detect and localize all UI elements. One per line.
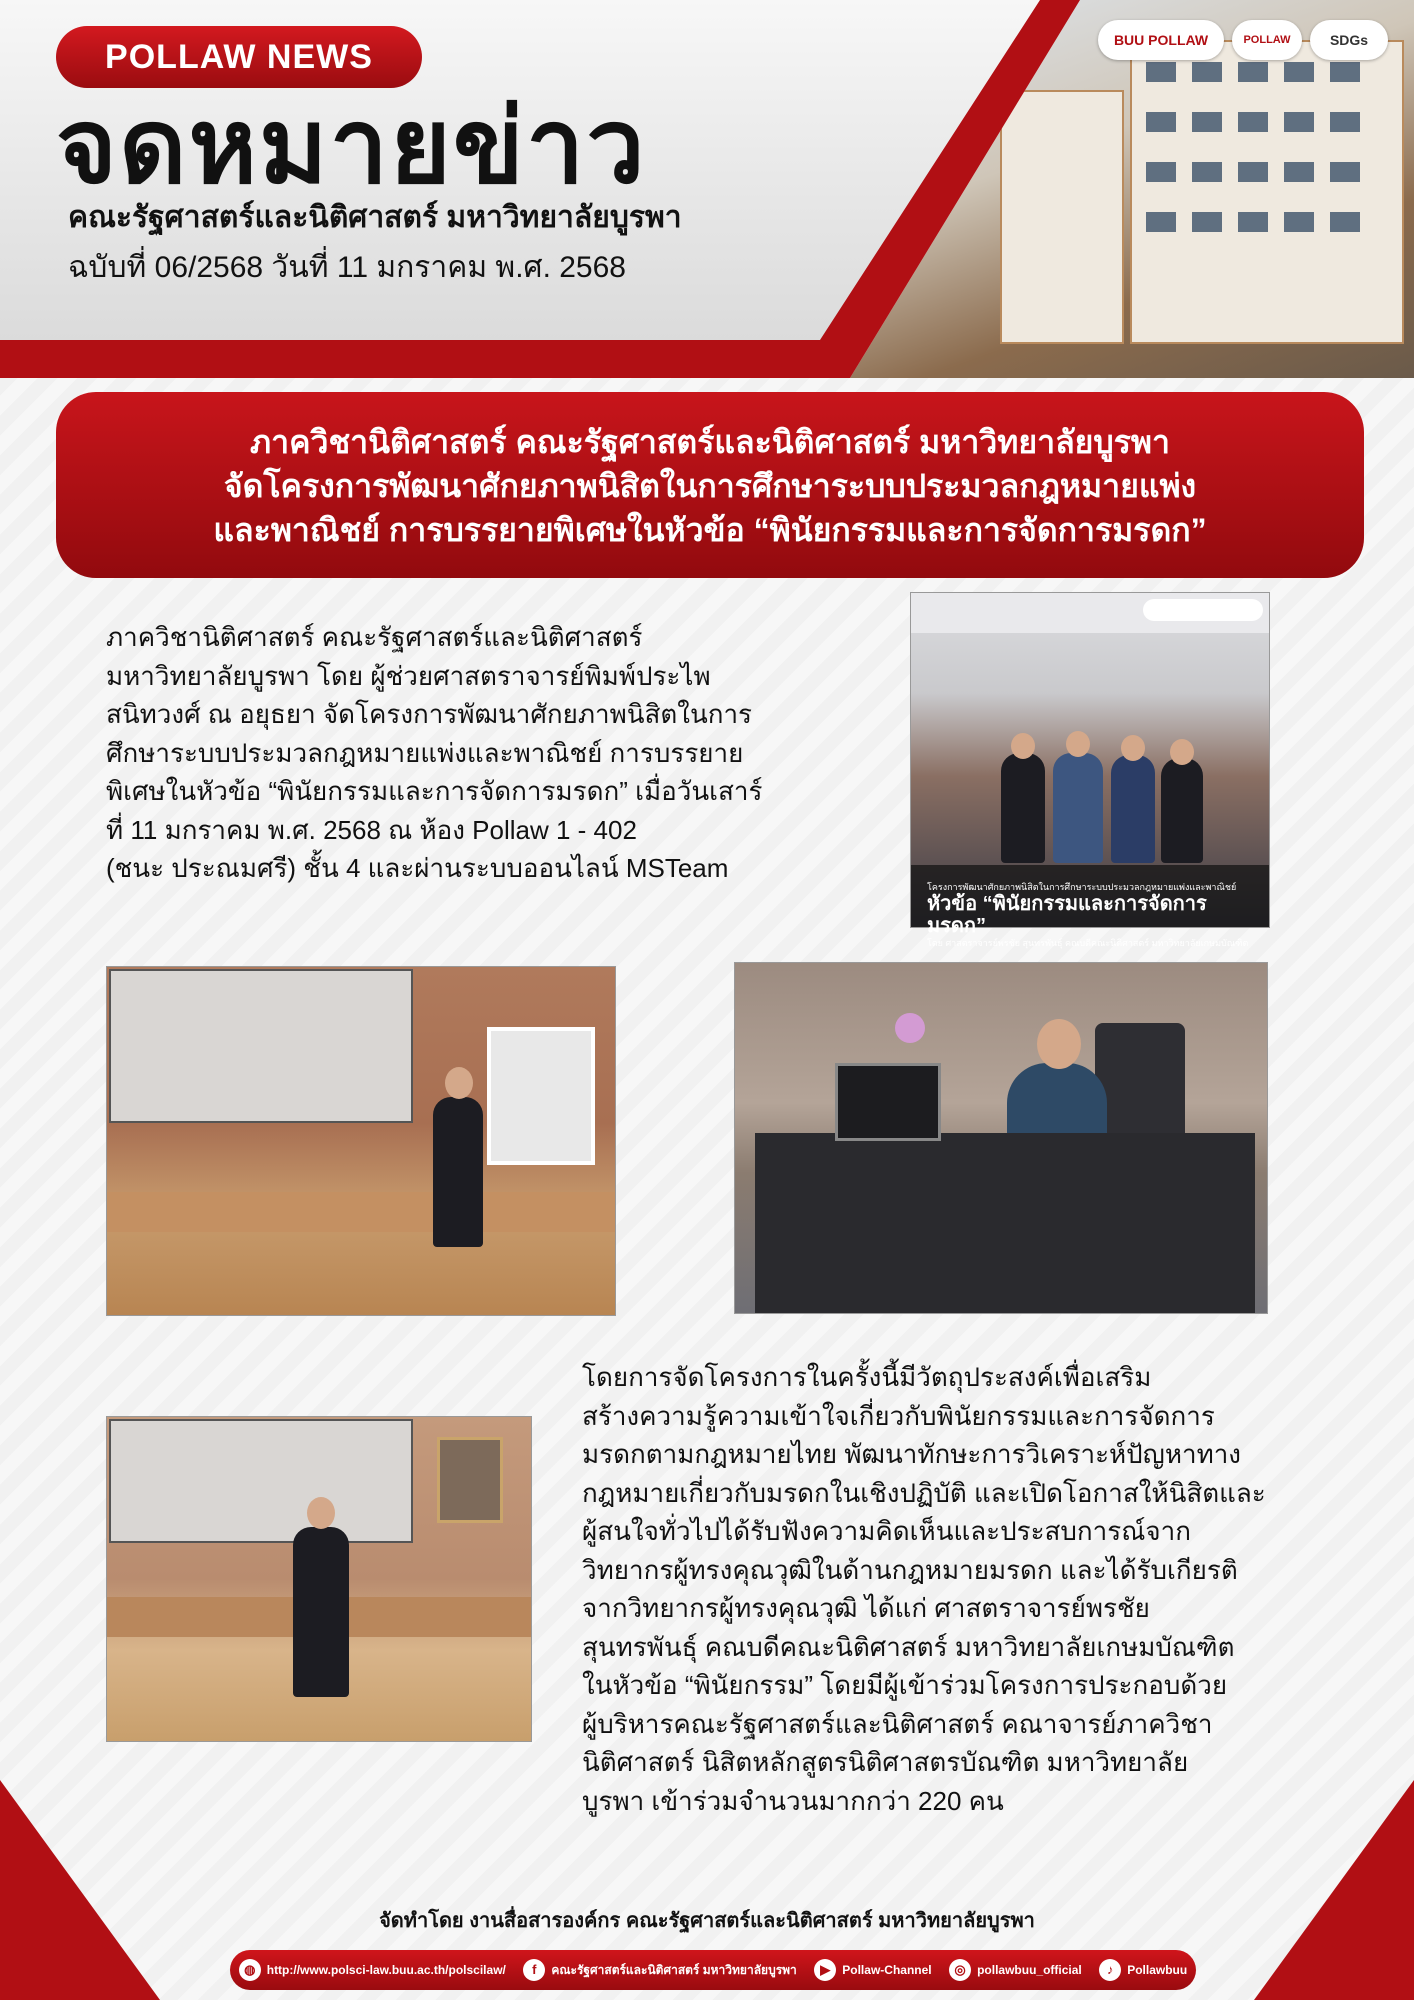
paragraph-line: มรดกตามกฎหมายไทย พัฒนาทักษะการวิเคราะห์ปัญหาทาง [582, 1439, 1242, 1469]
header-banner [0, 0, 1414, 378]
lecturer-seated-photo [734, 962, 1268, 1314]
faculty-name: คณะรัฐศาสตร์และนิติศาสตร์ มหาวิทยาลัยบูรพา [68, 201, 682, 234]
paragraph-line: ที่ 11 มกราคม พ.ศ. 2568 ณ ห้อง Pollaw 1 - 402 [106, 814, 637, 845]
poster-caption-title: หัวข้อ “พินัยกรรมและการจัดการมรดก” [927, 893, 1207, 937]
website-link[interactable] [239, 1959, 506, 1981]
paragraph-line: ในหัวข้อ “พินัยกรรม” โดยมีผู้เข้าร่วมโครงการประกอบด้วย [582, 1670, 1228, 1700]
paragraph-line: กฎหมายเกี่ยวกับมรดกในเชิงปฏิบัติ และเปิดโอกาสให้นิสิตและ [582, 1477, 1266, 1508]
poster-caption-speaker: โดย ศาสตราจารย์พรชัย สุนทรพันธุ์ คณบดีคณะนิติศาสตร์ มหาวิทยาลัยเกษมบัณฑิต [927, 938, 1249, 948]
tiktok-link[interactable] [1099, 1959, 1187, 1981]
globe-icon: ◍ [239, 1959, 261, 1981]
facebook-icon: f [523, 1959, 545, 1981]
sdgs-logo: SDGs [1310, 20, 1388, 60]
newsletter-title: จดหมายข่าว [56, 89, 647, 205]
paragraph-line: พิเศษในหัวข้อ “พินัยกรรมและการจัดการมรดก” เมื่อวันเสาร์ [106, 776, 763, 806]
paragraph-line: ผู้สนใจทั่วไปได้รับฟังความคิดเห็นและประสบการณ์จาก [582, 1516, 1191, 1546]
pollaw-logo: POLLAW [1232, 20, 1302, 60]
instagram-link-text: pollawbuu_official [977, 1963, 1082, 1977]
paragraph-line: นิติศาสตร์ นิสิตหลักสูตรนิติศาสตรบัณฑิต มหาวิทยาลัย [582, 1747, 1189, 1777]
paragraph-line: ภาควิชานิติศาสตร์ คณะรัฐศาสตร์และนิติศาสตร์ [106, 622, 643, 652]
paragraph-line: จากวิทยากรผู้ทรงคุณวุฒิ ได้แก่ ศาสตราจารย์พรชัย [582, 1593, 1150, 1623]
speaker-photo-woman [106, 966, 616, 1316]
paragraph-line: ผู้บริหารคณะรัฐศาสตร์และนิติศาสตร์ คณาจารย์ภาควิชา [582, 1708, 1213, 1739]
poster-caption [927, 881, 1257, 949]
footer-credit: จัดทำโดย งานสื่อสารองค์กร คณะรัฐศาสตร์และนิติศาสตร์ มหาวิทยาลัยบูรพา [379, 1910, 1035, 1932]
paragraph-line: วิทยากรผู้ทรงคุณวุฒิในด้านกฎหมายมรดก และได้รับเกียรติ [582, 1554, 1238, 1585]
instagram-icon: ◎ [949, 1959, 971, 1981]
intro-paragraph [106, 618, 762, 888]
headline-line: และพาณิชย์ การบรรยายพิเศษในหัวข้อ “พินัยกรรมและการจัดการมรดก” [213, 512, 1207, 548]
poster-caption-program: โครงการพัฒนาศักยภาพนิสิตในการศึกษาระบบประมวลกฎหมายแพ่งและพาณิชย์ [927, 882, 1237, 892]
issue-date: ฉบับที่ 06/2568 วันที่ 11 มกราคม พ.ศ. 2568 [68, 251, 626, 284]
headline-line: จัดโครงการพัฒนาศักยภาพนิสิตในการศึกษาระบบประมวลกฎหมายแพ่ง [223, 468, 1197, 504]
youtube-link[interactable] [814, 1959, 931, 1981]
tiktok-icon: ♪ [1099, 1959, 1121, 1981]
footer-links-bar [230, 1950, 1196, 1990]
paragraph-line: (ชนะ ประณมศรี) ชั้น 4 และผ่านระบบออนไลน์ MSTeam [106, 853, 729, 883]
instagram-link[interactable] [949, 1959, 1082, 1981]
youtube-icon: ▶ [814, 1959, 836, 1981]
website-link-text: http://www.polsci-law.buu.ac.th/polscilaw/ [266, 1963, 506, 1977]
paragraph-line: สนิทวงศ์ ณ อยุธยา จัดโครงการพัฒนาศักยภาพนิสิตในการ [106, 699, 753, 729]
paragraph-line: มหาวิทยาลัยบูรพา โดย ผู้ช่วยศาสตราจารย์พิมพ์ประไพ [106, 660, 711, 691]
group-photo-poster [910, 592, 1270, 948]
objective-paragraph [582, 1358, 1266, 1820]
logo-group [1098, 20, 1394, 62]
buu-pollaw-logo: BUU POLLAW [1098, 20, 1224, 60]
headline-line: ภาควิชานิติศาสตร์ คณะรัฐศาสตร์และนิติศาสตร์ มหาวิทยาลัยบูรพา [250, 424, 1170, 460]
facebook-link-text: คณะรัฐศาสตร์และนิติศาสตร์ มหาวิทยาลัยบูรพา [551, 1962, 797, 1977]
pollaw-news-badge: POLLAW NEWS [56, 26, 422, 88]
paragraph-line: บูรพา เข้าร่วมจำนวนมากกว่า 220 คน [582, 1785, 1004, 1816]
paragraph-line: โดยการจัดโครงการในครั้งนี้มีวัตถุประสงค์เพื่อเสริม [582, 1362, 1152, 1392]
paragraph-line: ศึกษาระบบประมวลกฎหมายแพ่งและพาณิชย์ การบรรยาย [106, 737, 744, 768]
speaker-photo-man [106, 1416, 532, 1742]
youtube-link-text: Pollaw-Channel [842, 1963, 932, 1977]
headline-box [56, 392, 1364, 578]
paragraph-line: สุนทรพันธุ์ คณบดีคณะนิติศาสตร์ มหาวิทยาลัยเกษมบัณฑิต [582, 1631, 1235, 1662]
paragraph-line: สร้างความรู้ความเข้าใจเกี่ยวกับพินัยกรรมและการจัดการ [582, 1400, 1215, 1431]
tiktok-link-text: Pollawbuu [1127, 1963, 1188, 1977]
facebook-link[interactable] [523, 1959, 796, 1981]
